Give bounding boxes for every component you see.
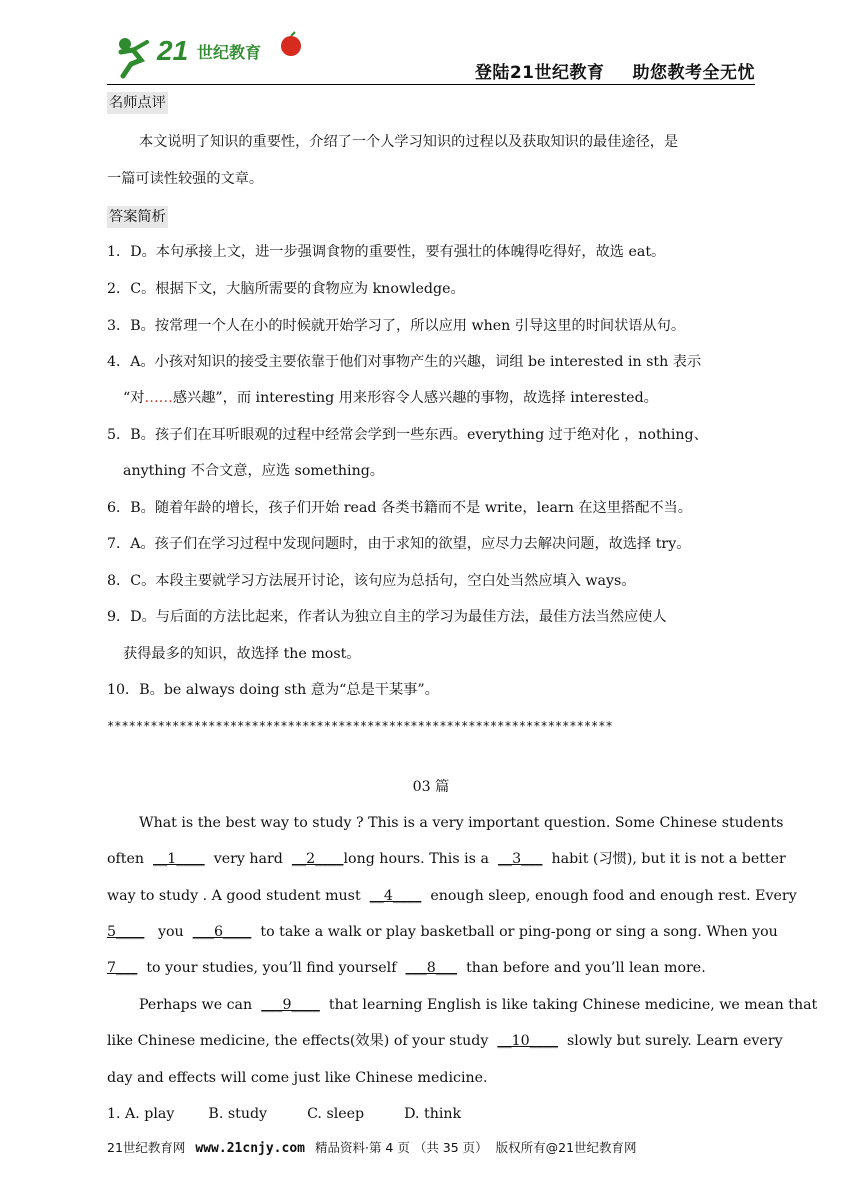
page-footer — [107, 1138, 755, 1156]
svg-text:世纪教育: 世纪教育 — [197, 43, 262, 62]
answer-7: 7．A。孩子们在学习过程中发现问题时，由于求知的欲望，应尽力去解决问题，故选择 try。 — [107, 536, 691, 552]
blank-7: 7___ — [107, 960, 138, 976]
passage-p1-line-4: 5____ you ___6____ to take a walk or play basketball or ping-pong or sing a song. When you — [107, 924, 778, 940]
passage-p2-line-3: day and effects will come just like Chinese medicine. — [107, 1070, 488, 1086]
passage-p1-line-5: 7___ to your studies, you’ll find yourself ___8___ than before and you’ll lean more. — [107, 960, 706, 976]
footer-middle: 精品资料·第 4 页 （共 35 页） — [314, 1140, 488, 1155]
passage-title: 03 篇 — [412, 779, 450, 795]
answer-10: 10．B。be always doing sth 意为“总是干某事”。 — [107, 682, 439, 698]
blank-9: ___9____ — [261, 997, 320, 1013]
q1-option-a: 1. A. play — [107, 1106, 175, 1122]
answer-6: 6．B。随着年龄的增长，孩子们开始 read 各类书籍而不是 write，learn 在这里搭配不当。 — [107, 500, 692, 516]
comment-line-2: 一篇可读性较强的文章。 — [107, 171, 264, 187]
passage-p2-line-2: like Chinese medicine, the effects(效果) of your study __10____ slowly but surely. Learn every — [107, 1033, 783, 1049]
header-divider — [107, 84, 755, 85]
header-slogan — [447, 58, 755, 83]
blank-3: __3___ — [497, 851, 543, 867]
answer-8: 8．C。本段主要就学习方法展开讨论，该句应为总括句，空白处当然应填入 ways。 — [107, 573, 636, 589]
q1-option-d: D. think — [404, 1106, 462, 1122]
answer-5-cont: anything 不合文意，应选 something。 — [123, 463, 384, 479]
passage-p1-line-1: What is the best way to study ? This is a very important question. Some Chinese students — [139, 815, 784, 831]
page-header — [107, 28, 755, 86]
answer-5: 5．B。孩子们在耳听眼观的过程中经常会学到一些东西。everything 过于绝对化 ，nothing、 — [107, 427, 708, 443]
footer-site: www.21cnjy.com — [195, 1141, 305, 1156]
passage-p1-line-2: often __1____ very hard __2____long hours. This is a __3___ habit (习惯), but it is not a better — [107, 851, 786, 867]
answers-tag: 答案简析 — [107, 206, 168, 228]
comment-line-1: 本文说明了知识的重要性，介绍了一个人学习知识的过程以及获取知识的最佳途径，是 — [139, 134, 679, 150]
blank-4: __4____ — [369, 888, 422, 904]
blank-2: __2____ — [291, 851, 344, 867]
blank-5: 5____ — [107, 924, 145, 940]
blank-10: __10____ — [497, 1033, 558, 1049]
footer-right: 版权所有@21世纪教育网 — [495, 1140, 637, 1155]
ellipsis-red: …… — [144, 390, 173, 406]
answer-9: 9．D。与后面的方法比起来，作者认为独立自主的学习为最佳方法，最佳方法当然应使人 — [107, 609, 667, 625]
answer-3: 3．B。按常理一个人在小的时候就开始学习了，所以应用 when 引导这里的时间状语从句。 — [107, 318, 686, 334]
svg-text:21: 21 — [157, 35, 189, 66]
answer-4-cont: “对……感兴趣”，而 interesting 用来形容令人感兴趣的事物，故选择 interested。 — [123, 390, 658, 406]
answer-9-cont: 获得最多的知识，故选择 the most。 — [123, 646, 361, 662]
answer-1: 1．D。本句承接上文，进一步强调食物的重要性，要有强壮的体魄得吃得好，故选 eat。 — [107, 244, 666, 260]
answer-4: 4．A。小孩对知识的接受主要依靠于他们对事物产生的兴趣，词组 be interested in sth 表示 — [107, 354, 702, 370]
footer-left: 21世纪教育网 — [107, 1140, 186, 1155]
slogan-right: 助您教考全无忧 — [632, 63, 755, 83]
q1-option-b: B. study — [208, 1106, 268, 1122]
passage-p2-line-1: Perhaps we can ___9____ that learning English is like taking Chinese medicine, we mean that — [139, 997, 818, 1013]
answer-2: 2．C。根据下文，大脑所需要的食物应为 knowledge。 — [107, 281, 465, 297]
blank-8: ___8___ — [405, 960, 458, 976]
slogan-left: 登陆21世纪教育 — [474, 63, 605, 83]
star-separator: ********************************************************************** — [107, 719, 613, 733]
teacher-comment-tag: 名师点评 — [107, 92, 168, 114]
q1-option-c: C. sleep — [307, 1106, 365, 1122]
question-1-options — [107, 1104, 461, 1124]
blank-1: __1____ — [153, 851, 205, 867]
logo-icon — [113, 30, 313, 82]
blank-6: ___6____ — [192, 924, 252, 940]
passage-p1-line-3: way to study . A good student must __4____ enough sleep, enough food and enough rest. Every — [107, 888, 797, 904]
